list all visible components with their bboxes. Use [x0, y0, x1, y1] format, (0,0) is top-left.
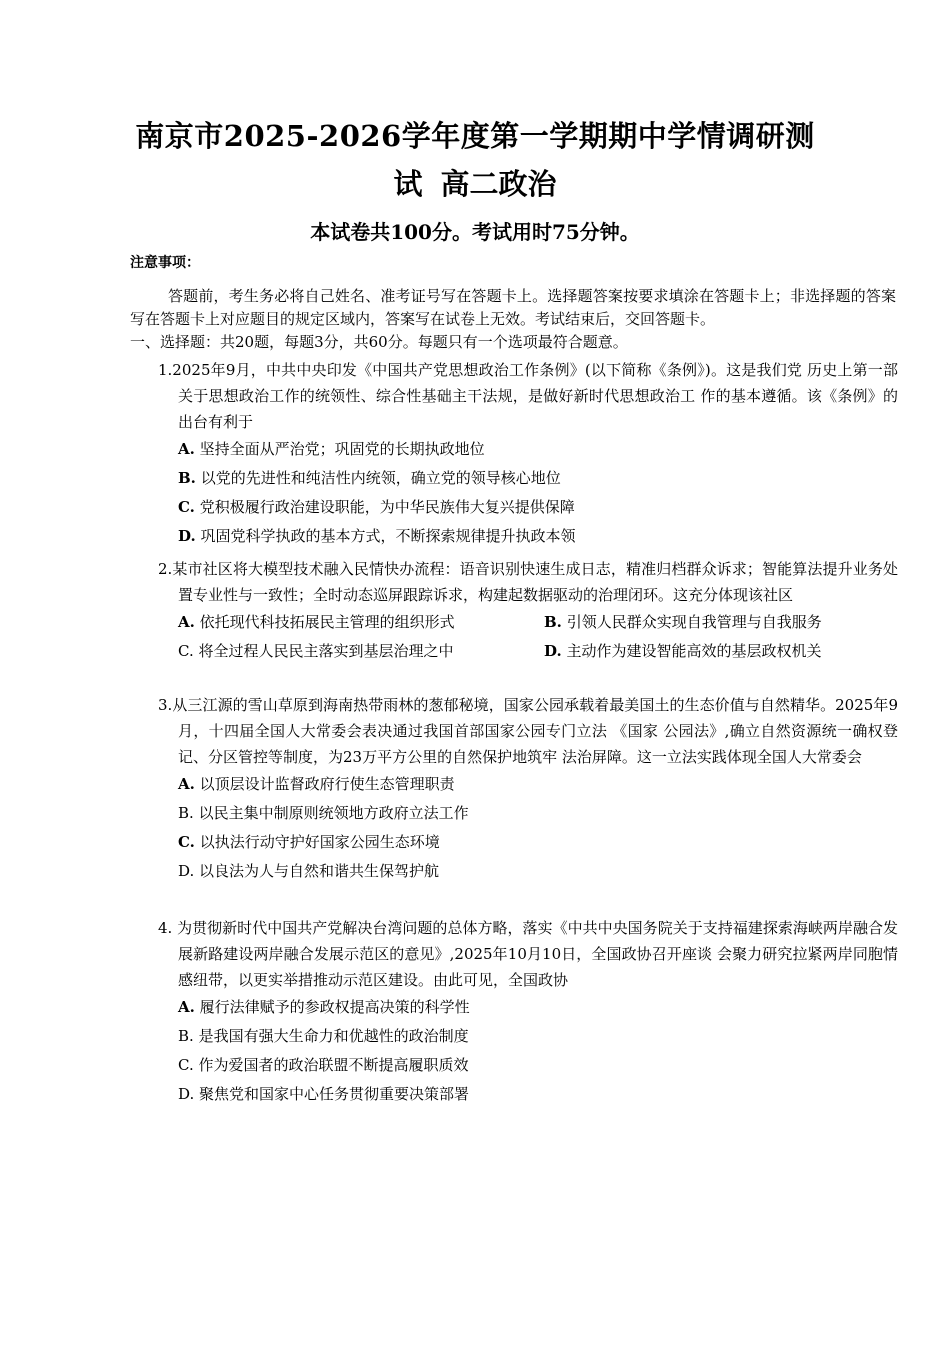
- notice-heading: 注意事项：: [130, 255, 200, 271]
- question-4: [158, 915, 898, 1109]
- option-b: [158, 464, 898, 493]
- option-c: [158, 493, 898, 522]
- option-label: D.: [178, 1085, 195, 1103]
- option-text: 将全过程人民民主落实到基层治理之中: [198, 642, 454, 660]
- option-d: [544, 637, 822, 666]
- option-label: B.: [178, 469, 196, 487]
- option-text: 履行法律赋予的参政权提高决策的科学性: [199, 998, 470, 1016]
- exam-title-line2: [0, 162, 950, 203]
- option-a: [178, 613, 455, 631]
- option-text: 主动作为建设智能高效的基层政权机关: [566, 642, 822, 660]
- question-stem: 4. 为贯彻新时代中国共产党解决台湾问题的总体方略，落实《中共中央国务院关于支持福建探索海峡两岸融合发展新路建设两岸融合发展示范区的意见》,2025年10月10日，全国政协召开座谈 会聚力研究拉紧两岸同胞情感纽带，以更实举措推动示范区建设。由此可见，全国政协: [158, 919, 898, 989]
- notice-body: 答题前，考生务必将自己姓名、准考证号写在答题卡上。选择题答案按要求填涂在答题卡上；非选择题的答案写在答题卡上对应题目的规定区域内，答案写在试卷上无效。考试结束后，交回答题卡。: [130, 287, 896, 328]
- option-label: A.: [178, 440, 195, 458]
- question-3: [158, 692, 898, 886]
- section-heading: 一、选择题：共20题，每题3分，共60分。每题只有一个选项最符合题意。: [130, 333, 628, 351]
- option-label: D.: [544, 642, 562, 660]
- exam-title-line1: 南京市2025-2026学年度第一学期期中学情调研测: [135, 119, 815, 153]
- option-b: [544, 608, 822, 637]
- option-label: C.: [178, 642, 194, 660]
- option-d: [158, 1080, 898, 1109]
- question-stem: 3.从三江源的雪山草原到海南热带雨林的葱郁秘境，国家公园承载着最美国土的生态价值与自然精华。2025年9月，十四届全国人大常委会表决通过我国首部国家公园专门立法 《国家 公园法》,确立自然资源统一确权登记、分区管控等制度，为23万平方公里的自然保护地筑牢 法治屏障。这一立法实践体现全国人大常委会: [158, 696, 898, 766]
- option-label: B.: [178, 804, 194, 822]
- option-label: A.: [178, 775, 195, 793]
- option-label: B.: [544, 613, 562, 631]
- option-text: 依托现代科技拓展民主管理的组织形式: [199, 613, 455, 631]
- option-d: [158, 522, 898, 551]
- exam-title-line2-b: 高二政治: [440, 167, 557, 201]
- option-a: [158, 993, 898, 1022]
- option-d: [158, 857, 898, 886]
- exam-title-line2-a: 试: [393, 167, 423, 201]
- option-text: 以执法行动守护好国家公园生态环境: [199, 833, 440, 851]
- option-row-cd: [158, 637, 898, 666]
- option-text: 党积极履行政治建设职能，为中华民族伟大复兴提供保障: [199, 498, 575, 516]
- option-label: D.: [178, 527, 196, 545]
- option-a: [158, 770, 898, 799]
- question-1: [158, 357, 898, 551]
- option-row-ab: [158, 608, 898, 637]
- question-stem: 2.某市社区将大模型技术融入民情快办流程：语音识别快速生成日志，精准归档群众诉求；智能算法提升业务处置专业性与一致性；全时动态巡屏跟踪诉求，构建起数据驱动的治理闭环。这充分体现该社区: [158, 560, 898, 604]
- option-text: 是我国有强大生命力和优越性的政治制度: [198, 1027, 469, 1045]
- option-label: D.: [178, 862, 195, 880]
- option-text: 以良法为人与自然和谐共生保驾护航: [199, 862, 440, 880]
- option-label: A.: [178, 998, 195, 1016]
- option-label: B.: [178, 1027, 194, 1045]
- option-text: 以党的先进性和纯洁性内统领，确立党的领导核心地位: [200, 469, 561, 487]
- option-label: C.: [178, 498, 195, 516]
- option-text: 聚焦党和国家中心任务贯彻重要决策部署: [199, 1085, 470, 1103]
- option-c: [158, 1051, 898, 1080]
- option-label: C.: [178, 833, 195, 851]
- option-label: C.: [178, 1056, 194, 1074]
- option-text: 以顶层设计监督政府行使生态管理职责: [199, 775, 455, 793]
- exam-subtitle: 本试卷共100分。考试用时75分钟。: [310, 220, 640, 244]
- option-text: 坚持全面从严治党；巩固党的长期执政地位: [199, 440, 485, 458]
- option-text: 以民主集中制原则统领地方政府立法工作: [198, 804, 469, 822]
- option-b: [158, 1022, 898, 1051]
- option-b: [158, 799, 898, 828]
- option-c: [158, 828, 898, 857]
- option-label: A.: [178, 613, 195, 631]
- option-text: 引领人民群众实现自我管理与自我服务: [566, 613, 822, 631]
- option-a: [158, 435, 898, 464]
- option-text: 作为爱国者的政治联盟不断提高履职质效: [198, 1056, 469, 1074]
- option-text: 巩固党科学执政的基本方式，不断探索规律提升执政本领: [200, 527, 576, 545]
- question-stem: 1.2025年9月，中共中央印发《中国共产党思想政治工作条例》(以下简称《条例》)。这是我们党 历史上第一部关于思想政治工作的统领性、综合性基础主干法规，是做好新时代思想政治工 作的基本遵循。该《条例》的出台有利于: [158, 361, 898, 431]
- question-2: [158, 556, 898, 666]
- option-c: [178, 642, 454, 660]
